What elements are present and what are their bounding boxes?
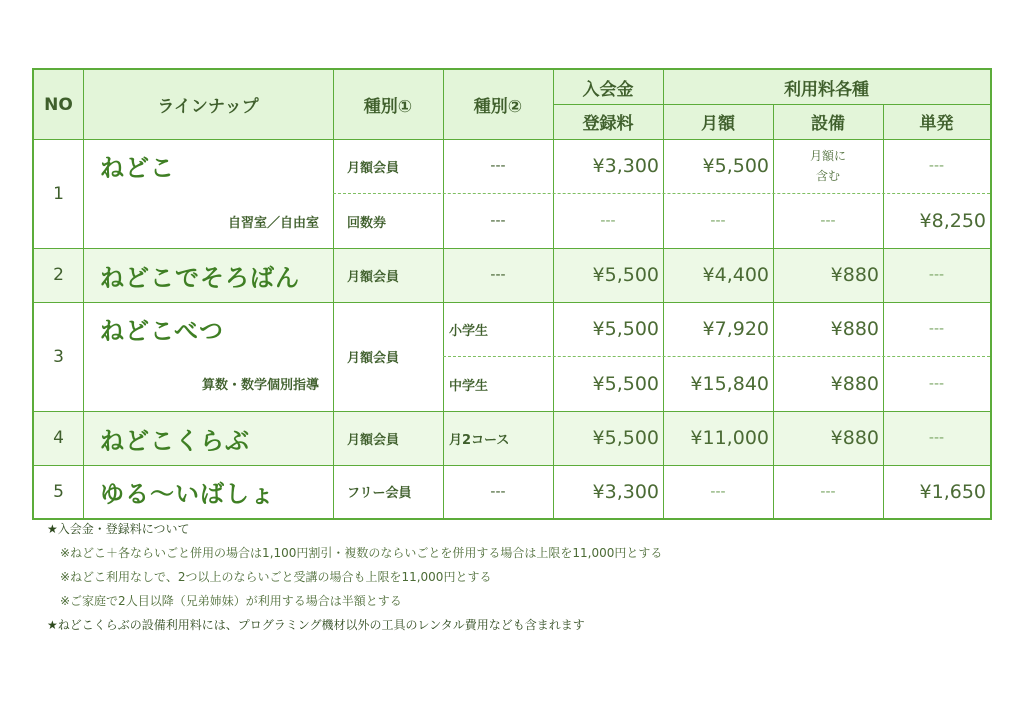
row-3a-type2: 小学生 [449, 323, 489, 339]
note-entry-heading: ★入会金・登録料について [47, 522, 190, 536]
row-5-entry: ¥3,300 [592, 480, 659, 503]
row-1a-type1: 月額会員 [347, 160, 400, 176]
row-1b-entry: --- [600, 213, 616, 229]
dashed-separator [443, 356, 990, 357]
row-4-equipment: ¥880 [830, 427, 879, 449]
header-type1: 種別① [333, 70, 443, 139]
row-5-name: ゆる〜いばしょ [100, 480, 275, 508]
grid-line [333, 70, 334, 518]
row-1a-equipment [773, 139, 883, 193]
row-5-type2: --- [490, 483, 506, 500]
row-3b-monthly: ¥15,840 [690, 373, 769, 395]
grid-line [663, 70, 664, 518]
row-3-name: ねどこべつ [100, 316, 225, 345]
header-equipment: 設備 [773, 104, 883, 139]
row-1a-single: --- [928, 158, 945, 174]
grid-line [773, 104, 774, 518]
row-5-equipment: --- [820, 483, 836, 500]
row-1b-type2: --- [490, 213, 506, 229]
row-1b-monthly: --- [710, 213, 726, 229]
row-3-no: 3 [53, 346, 64, 367]
note-sibling: ※ご家庭で2人目以降（兄弟姉妹）が利用する場合は半額とする [60, 594, 402, 608]
equipment-note-line1: 月額に [809, 149, 846, 163]
header-entry-fee: 入会金 [553, 70, 663, 104]
row-2-type2: --- [490, 267, 506, 283]
row-4-no: 4 [53, 428, 64, 448]
header-lineup: ラインナップ [83, 70, 333, 139]
row-4-monthly: ¥11,000 [690, 427, 769, 449]
row-4-name: ねどこくらぶ [100, 426, 250, 455]
row-4-type1: 月額会員 [347, 432, 400, 448]
row-3b-single: --- [928, 376, 945, 392]
header-type2: 種別② [443, 70, 553, 139]
grid-line [553, 70, 554, 518]
grid-line [34, 465, 990, 466]
dashed-separator [333, 193, 990, 194]
equipment-note-line2: 含む [815, 169, 840, 183]
row-2-single: --- [928, 267, 945, 283]
note-cap: ※ねどこ利用なしで、2つ以上のならいごと受講の場合も上限を11,000円とする [60, 570, 492, 584]
row-1b-type1: 回数券 [347, 215, 387, 231]
row-2-no: 2 [53, 265, 64, 285]
price-table [32, 68, 992, 520]
row-2-name: ねどこでそろばん [100, 263, 300, 292]
row-1-no: 1 [53, 183, 64, 204]
row-2-type1: 月額会員 [347, 269, 400, 285]
row-1-subtitle: 自習室／自由室 [227, 215, 319, 231]
row-3a-equipment: ¥880 [830, 318, 879, 340]
grid-line [553, 104, 990, 105]
grid-line [34, 411, 990, 412]
row-5-type1: フリー会員 [347, 486, 412, 501]
row-3a-entry: ¥5,500 [592, 318, 659, 340]
grid-line [83, 70, 84, 518]
row-1-name: ねどこ [100, 153, 175, 182]
header-usage-fees: 利用料各種 [663, 70, 990, 104]
grid-line [883, 104, 884, 518]
header-single: 単発 [883, 104, 990, 139]
grid-line [34, 139, 990, 140]
row-1b-equipment: --- [820, 213, 836, 229]
row-4-entry: ¥5,500 [592, 427, 659, 449]
row-5-single: ¥1,650 [919, 480, 986, 503]
note-club-equipment: ★ねどこくらぶの設備利用料には、プログラミング機材以外の工具のレンタル費用なども含まれます [47, 618, 585, 632]
row-1a-entry: ¥3,300 [592, 155, 659, 177]
header-monthly: 月額 [663, 104, 773, 139]
row-3b-equipment: ¥880 [830, 373, 879, 395]
row-5-monthly: --- [710, 483, 726, 500]
row-1a-monthly: ¥5,500 [702, 155, 769, 177]
header-registration-fee: 登録料 [553, 104, 663, 139]
row-1b-single: ¥8,250 [919, 210, 986, 232]
row-2-entry: ¥5,500 [592, 264, 659, 286]
row-3b-type2: 中学生 [449, 378, 489, 394]
row-1a-type2: --- [490, 158, 506, 174]
row-2-equipment: ¥880 [830, 264, 879, 286]
row-2-monthly: ¥4,400 [702, 264, 769, 286]
row-4-type2: 月2コース [449, 432, 510, 448]
row-5-no: 5 [53, 481, 64, 502]
row-3-type1: 月額会員 [347, 351, 400, 366]
grid-line [34, 302, 990, 303]
row-3-subtitle: 算数・数学個別指導 [201, 377, 319, 393]
row-4-single: --- [928, 430, 945, 446]
row-3a-monthly: ¥7,920 [702, 318, 769, 340]
row-3a-single: --- [928, 321, 945, 337]
header-no: NO [34, 70, 83, 139]
grid-line [34, 248, 990, 249]
row-3b-entry: ¥5,500 [592, 373, 659, 395]
grid-line [443, 70, 444, 518]
note-discount: ※ねどこ＋各ならいごと併用の場合は1,100円割引・複数のならいごとを併用する場合は上限を11,000円とする [60, 546, 663, 560]
